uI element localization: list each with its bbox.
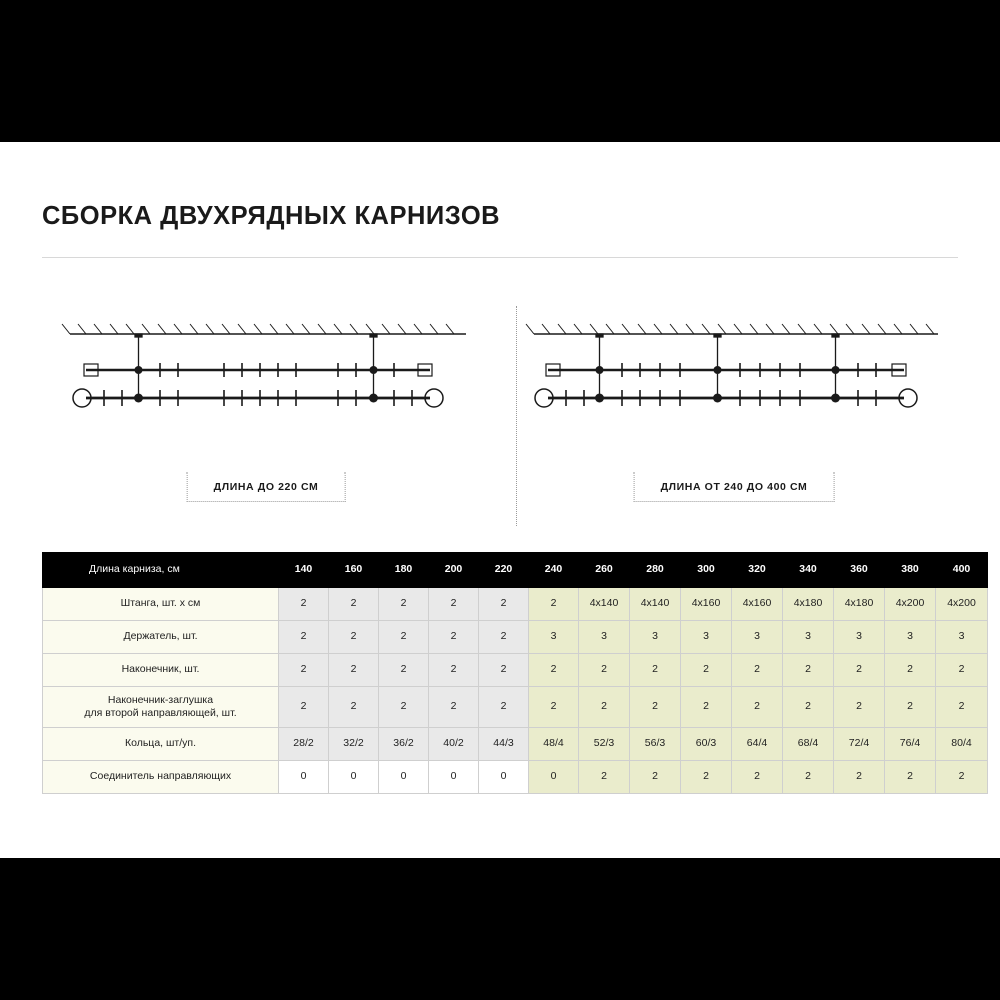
cell: 2 (732, 654, 783, 687)
diagram-long-rod (510, 292, 958, 502)
cell: 72/4 (834, 728, 885, 761)
cell: 68/4 (783, 728, 834, 761)
diagram-short-rod (42, 292, 490, 502)
cell: 2 (379, 654, 429, 687)
row-label-nakonechnik-zaglushka (43, 687, 279, 728)
table-row (43, 687, 988, 728)
cell: 0 (429, 761, 479, 794)
diagram-left-caption: ДЛИНА ДО 220 СМ (187, 472, 346, 502)
cell: 2 (579, 761, 630, 794)
cell: 2 (279, 654, 329, 687)
cell: 2 (579, 687, 630, 728)
row-label-koltsa: Кольца, шт/уп. (43, 728, 279, 761)
cell: 2 (885, 761, 936, 794)
cell: 2 (479, 687, 529, 728)
cell: 2 (429, 588, 479, 621)
cell: 3 (579, 621, 630, 654)
header-cell-length: Длина карниза, см (43, 553, 279, 588)
cell: 2 (936, 654, 988, 687)
table-row (43, 654, 988, 687)
diagram-section (42, 292, 958, 502)
header-cell-340: 340 (783, 553, 834, 588)
specs-table-wrapper (42, 552, 976, 794)
document-page (0, 142, 1000, 858)
row-label-soedinitel: Соединитель направляющих (43, 761, 279, 794)
cell: 2 (732, 761, 783, 794)
cell: 3 (529, 621, 579, 654)
cell: 64/4 (732, 728, 783, 761)
page-title: СБОРКА ДВУХРЯДНЫХ КАРНИЗОВ (42, 202, 501, 230)
cell: 3 (732, 621, 783, 654)
header-cell-280: 280 (630, 553, 681, 588)
cell: 4х140 (579, 588, 630, 621)
header-cell-240: 240 (529, 553, 579, 588)
row-label-nakonechnik: Наконечник, шт. (43, 654, 279, 687)
cell: 60/3 (681, 728, 732, 761)
header-cell-380: 380 (885, 553, 936, 588)
specs-table (42, 552, 988, 794)
cell: 2 (479, 588, 529, 621)
row-label-shtanga: Штанга, шт. х см (43, 588, 279, 621)
cell: 4х140 (630, 588, 681, 621)
title-divider (42, 257, 958, 258)
cell: 2 (732, 687, 783, 728)
curtain-rod-long-diagram-icon (510, 292, 958, 502)
cell: 4х180 (783, 588, 834, 621)
row-label-derzhatel: Держатель, шт. (43, 621, 279, 654)
header-cell-260: 260 (579, 553, 630, 588)
cell: 2 (630, 761, 681, 794)
cell: 2 (783, 761, 834, 794)
cell: 36/2 (379, 728, 429, 761)
cell: 2 (681, 761, 732, 794)
cell: 2 (630, 654, 681, 687)
cell: 2 (379, 621, 429, 654)
cell: 2 (681, 687, 732, 728)
cell: 2 (379, 687, 429, 728)
header-cell-360: 360 (834, 553, 885, 588)
header-cell-300: 300 (681, 553, 732, 588)
cell: 2 (783, 654, 834, 687)
cell: 2 (479, 621, 529, 654)
row-label-line2: для второй направляющей, шт. (84, 707, 237, 719)
header-cell-400: 400 (936, 553, 988, 588)
header-cell-180: 180 (379, 553, 429, 588)
cell: 2 (329, 687, 379, 728)
cell: 80/4 (936, 728, 988, 761)
header-cell-160: 160 (329, 553, 379, 588)
cell: 2 (379, 588, 429, 621)
table-row (43, 761, 988, 794)
cell: 2 (885, 654, 936, 687)
cell: 2 (279, 687, 329, 728)
header-cell-200: 200 (429, 553, 479, 588)
cell: 2 (279, 621, 329, 654)
cell: 2 (783, 687, 834, 728)
cell: 76/4 (885, 728, 936, 761)
cell: 3 (936, 621, 988, 654)
cell: 52/3 (579, 728, 630, 761)
cell: 48/4 (529, 728, 579, 761)
cell: 3 (630, 621, 681, 654)
cell: 2 (279, 588, 329, 621)
cell: 0 (379, 761, 429, 794)
table-header-row (43, 553, 988, 588)
table-row (43, 621, 988, 654)
cell: 2 (329, 654, 379, 687)
cell: 4х160 (732, 588, 783, 621)
cell: 3 (885, 621, 936, 654)
cell: 4х200 (885, 588, 936, 621)
cell: 0 (329, 761, 379, 794)
row-label-line1: Наконечник-заглушка (107, 693, 214, 706)
cell: 2 (329, 588, 379, 621)
cell: 3 (681, 621, 732, 654)
cell: 56/3 (630, 728, 681, 761)
cell: 3 (834, 621, 885, 654)
cell: 2 (936, 761, 988, 794)
cell: 2 (529, 654, 579, 687)
cell: 2 (429, 687, 479, 728)
cell: 40/2 (429, 728, 479, 761)
cell: 4х200 (936, 588, 988, 621)
cell: 2 (834, 761, 885, 794)
cell: 2 (429, 654, 479, 687)
cell: 2 (630, 687, 681, 728)
cell: 2 (579, 654, 630, 687)
header-cell-320: 320 (732, 553, 783, 588)
cell: 4х160 (681, 588, 732, 621)
cell: 2 (529, 687, 579, 728)
cell: 44/3 (479, 728, 529, 761)
table-row (43, 588, 988, 621)
cell: 3 (783, 621, 834, 654)
cell: 2 (479, 654, 529, 687)
diagram-right-caption: ДЛИНА ОТ 240 ДО 400 СМ (634, 472, 835, 502)
table-row (43, 728, 988, 761)
header-cell-140: 140 (279, 553, 329, 588)
cell: 2 (429, 621, 479, 654)
cell: 2 (681, 654, 732, 687)
cell: 2 (834, 654, 885, 687)
cell: 0 (279, 761, 329, 794)
cell: 2 (834, 687, 885, 728)
cell: 2 (936, 687, 988, 728)
cell: 0 (529, 761, 579, 794)
cell: 32/2 (329, 728, 379, 761)
cell: 2 (529, 588, 579, 621)
cell: 2 (329, 621, 379, 654)
cell: 0 (479, 761, 529, 794)
cell: 2 (885, 687, 936, 728)
curtain-rod-diagram-icon (42, 292, 490, 502)
header-cell-220: 220 (479, 553, 529, 588)
cell: 4х180 (834, 588, 885, 621)
cell: 28/2 (279, 728, 329, 761)
